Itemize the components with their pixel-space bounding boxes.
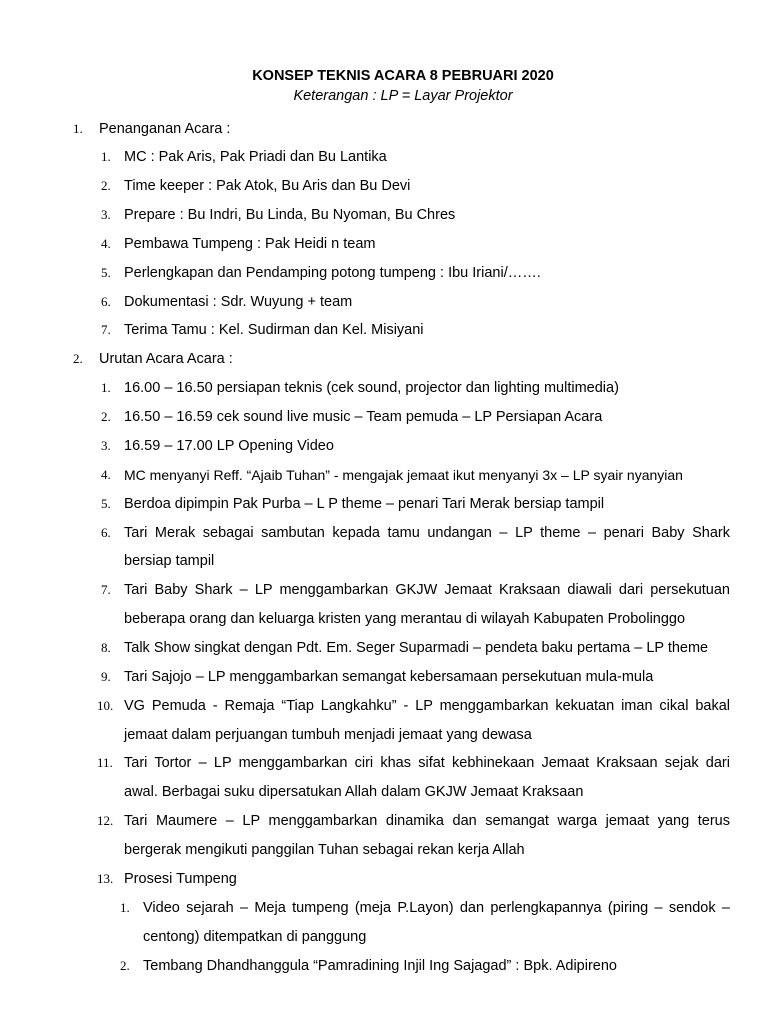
list-item-number: 6. — [101, 525, 111, 540]
list-item-number: 8. — [101, 640, 111, 655]
list-item-number: 7. — [101, 582, 111, 597]
list-item-number: 4. — [101, 467, 111, 482]
list-item-number: 1. — [101, 380, 111, 395]
list-item-number: 2. — [101, 178, 111, 193]
list-item-number: 2. — [101, 409, 111, 424]
list-item: Pembawa Tumpeng : Pak Heidi n team — [124, 236, 376, 252]
list-item-line: beberapa orang dan keluarga kristen yang merantau di wilayah Kabupaten Probolinggo — [124, 611, 686, 627]
sublist-item-line: Video sejarah – Meja tumpeng (meja P.Layon) dan perlengkapannya (piring – sendok – — [143, 900, 730, 916]
list-item-number: 7. — [101, 322, 111, 337]
section-heading: Urutan Acara Acara : — [99, 351, 233, 367]
list-item-number: 11. — [97, 755, 113, 770]
list-item-number: 10. — [97, 698, 114, 713]
list-item-line: awal. Berbagai suku dipersatukan Allah dalam GKJW Jemaat Kraksaan — [124, 784, 584, 800]
document-subtitle: Keterangan : LP = Layar Projektor — [293, 88, 513, 104]
sublist-item: Tembang Dhandhanggula “Pamradining Injil Ing Sajagad” : Bpk. Adipireno — [143, 958, 617, 974]
list-item-number: 12. — [97, 813, 114, 828]
list-item: Berdoa dipimpin Pak Purba – L P theme – penari Tari Merak bersiap tampil — [124, 496, 605, 512]
list-item-number: 3. — [101, 438, 111, 453]
list-item: 16.59 – 17.00 LP Opening Video — [124, 438, 334, 454]
list-item: 16.50 – 16.59 cek sound live music – Team pemuda – LP Persiapan Acara — [124, 409, 603, 425]
section-number: 2. — [73, 351, 83, 366]
section-heading: Penanganan Acara : — [99, 121, 231, 137]
list-item: 16.00 – 16.50 persiapan teknis (cek sound, projector dan lighting multimedia) — [124, 380, 619, 396]
document-title: KONSEP TEKNIS ACARA 8 PEBRUARI 2020 — [252, 68, 554, 84]
list-item-line: bergerak mengikuti panggilan Tuhan sebagai rekan kerja Allah — [124, 842, 525, 858]
list-item: Terima Tamu : Kel. Sudirman dan Kel. Misiyani — [124, 322, 424, 338]
list-item: Prosesi Tumpeng — [124, 871, 237, 887]
list-item-line: Tari Maumere – LP menggambarkan dinamika dan semangat warga jemaat yang terus — [124, 813, 730, 829]
list-item: Tari Sajojo – LP menggambarkan semangat kebersamaan persekutuan mula-mula — [124, 669, 654, 685]
list-item: Prepare : Bu Indri, Bu Linda, Bu Nyoman, Bu Chres — [124, 207, 456, 223]
list-item-line: jemaat dalam perjuangan tumbuh menjadi jemaat yang dewasa — [124, 727, 532, 743]
list-item-number: 3. — [101, 207, 111, 222]
sublist-item-line: centong) ditempatkan di panggung — [143, 929, 367, 945]
list-item: Perlengkapan dan Pendamping potong tumpeng : Ibu Iriani/……. — [124, 265, 541, 281]
list-item-number: 9. — [101, 669, 111, 684]
sublist-item-number: 2. — [120, 958, 130, 973]
list-item: Dokumentasi : Sdr. Wuyung + team — [124, 294, 353, 310]
sublist-item-number: 1. — [120, 900, 130, 915]
list-item-number: 13. — [97, 871, 114, 886]
list-item-line: VG Pemuda - Remaja “Tiap Langkahku” - LP menggambarkan kekuatan iman cikal bakal — [124, 698, 730, 714]
list-item-line: bersiap tampil — [124, 553, 215, 569]
list-item: Talk Show singkat dengan Pdt. Em. Seger Suparmadi – pendeta baku pertama – LP theme — [124, 640, 709, 656]
list-item-number: 4. — [101, 236, 111, 251]
list-item-number: 1. — [101, 149, 111, 164]
list-item-number: 6. — [101, 294, 111, 309]
list-item-line: Tari Tortor – LP menggambarkan ciri khas sifat kebhinekaan Jemaat Kraksaan sejak dari — [124, 755, 730, 771]
section-number: 1. — [73, 121, 83, 136]
list-item-line: Tari Merak sebagai sambutan kepada tamu undangan – LP theme – penari Baby Shark — [124, 525, 730, 541]
list-item: MC menyanyi Reff. “Ajaib Tuhan” - mengajak jemaat ikut menyanyi 3x – LP syair nyanyian — [124, 467, 683, 483]
list-item-number: 5. — [101, 265, 111, 280]
list-item-number: 5. — [101, 496, 111, 511]
list-item: Time keeper : Pak Atok, Bu Aris dan Bu Devi — [124, 178, 411, 194]
list-item-line: Tari Baby Shark – LP menggambarkan GKJW Jemaat Kraksaan diawali dari persekutuan — [124, 582, 730, 598]
list-item: MC : Pak Aris, Pak Priadi dan Bu Lantika — [124, 149, 387, 165]
